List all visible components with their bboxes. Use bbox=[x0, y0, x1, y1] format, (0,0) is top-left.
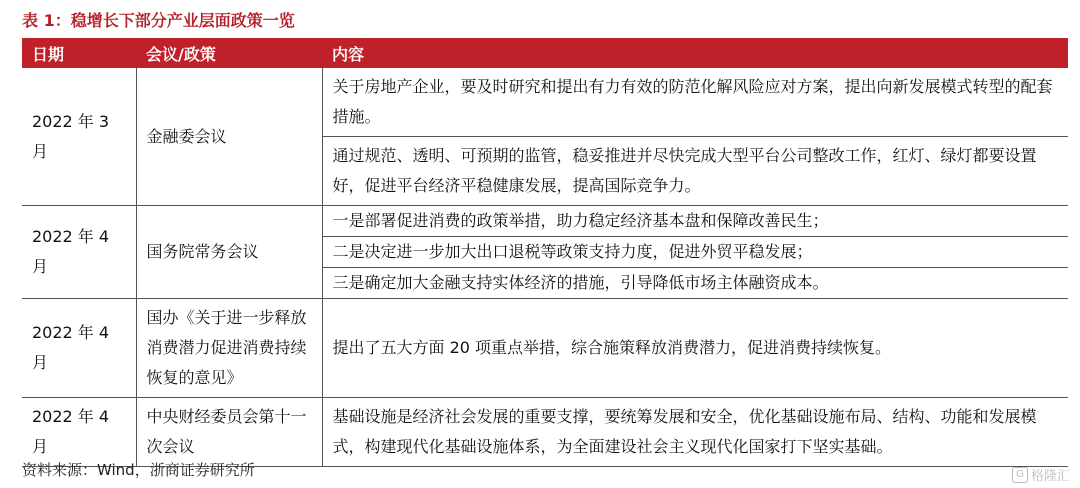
table-row bbox=[22, 206, 1068, 237]
row-meeting: 中央财经委员会第十一次会议 bbox=[136, 398, 322, 467]
table-header-row bbox=[22, 38, 1068, 68]
table-title: 表 1：稳增长下部分产业层面政策一览 bbox=[22, 11, 295, 30]
row-date: 2022 年 4 月 bbox=[22, 299, 136, 398]
watermark bbox=[1012, 465, 1070, 484]
row-content: 通过规范、透明、可预期的监管，稳妥推进并尽快完成大型平台公司整改工作，红灯、绿灯都要设置好，促进平台经济平稳健康发展，提高国际竞争力。 bbox=[322, 137, 1068, 206]
watermark-text: 格隆汇 bbox=[1030, 469, 1070, 484]
header-date: 日期 bbox=[22, 38, 136, 68]
source-note: 资料来源：Wind，浙商证券研究所 bbox=[22, 461, 255, 479]
header-meeting: 会议/政策 bbox=[136, 38, 322, 68]
policy-table bbox=[22, 38, 1068, 467]
table-row bbox=[22, 68, 1068, 137]
row-meeting: 国办《关于进一步释放消费潜力促进消费持续恢复的意见》 bbox=[136, 299, 322, 398]
watermark-logo-icon: G bbox=[1012, 467, 1028, 483]
row-content: 二是决定进一步加大出口退税等政策支持力度，促进外贸平稳发展； bbox=[322, 237, 1068, 268]
row-date: 2022 年 3 月 bbox=[22, 68, 136, 206]
row-content: 提出了五大方面 20 项重点举措，综合施策释放消费潜力，促进消费持续恢复。 bbox=[322, 299, 1068, 398]
table-row bbox=[22, 398, 1068, 467]
header-content: 内容 bbox=[322, 38, 1068, 68]
row-meeting: 金融委会议 bbox=[136, 68, 322, 206]
row-date: 2022 年 4 月 bbox=[22, 206, 136, 299]
row-content: 基础设施是经济社会发展的重要支撑，要统筹发展和安全，优化基础设施布局、结构、功能和发展模式，构建现代化基础设施体系，为全面建设社会主义现代化国家打下坚实基础。 bbox=[322, 398, 1068, 467]
table-row bbox=[22, 299, 1068, 398]
row-date: 2022 年 4 月 bbox=[22, 398, 136, 467]
row-meeting: 国务院常务会议 bbox=[136, 206, 322, 299]
row-content: 三是确定加大金融支持实体经济的措施，引导降低市场主体融资成本。 bbox=[322, 268, 1068, 299]
row-content: 关于房地产企业，要及时研究和提出有力有效的防范化解风险应对方案，提出向新发展模式转型的配套措施。 bbox=[322, 68, 1068, 137]
row-content: 一是部署促进消费的政策举措，助力稳定经济基本盘和保障改善民生； bbox=[322, 206, 1068, 237]
